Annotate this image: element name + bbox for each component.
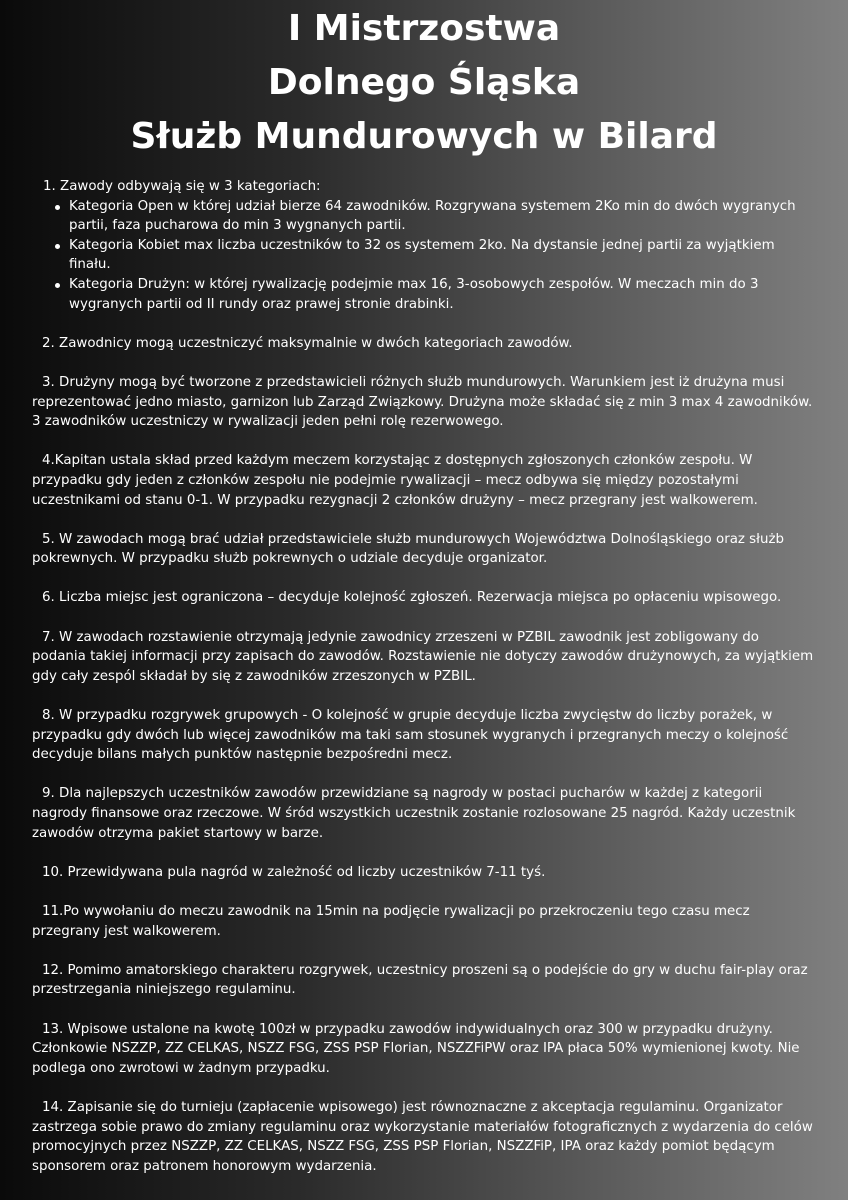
rule-12: 12. Pomimo amatorskiego charakteru rozgrywek, uczestnicy proszeni są o podejście do gry w duchu fair-play oraz przestrzegania niniejszego regulaminu. [32, 962, 808, 998]
rule-6: 6. Liczba miejsc jest ograniczona – decyduje kolejność zgłoszeń. Rezerwacja miejsca po opłaceniu wpisowego. [42, 590, 782, 606]
rule-1: 1. Zawody odbywają się w 3 kategoriach: [43, 179, 321, 194]
rule-11: 11.Po wywołaniu do meczu zawodnik na 15min na podjęcie rywalizacji po przekroczeniu tego czasu mecz przegrany jest walkowerem. [32, 903, 750, 939]
rule-4: 4.Kapitan ustala skład przed każdym meczem korzystając z dostępnych zgłoszonych członków zespołu. W przypadku gdy jeden z członków zespołu nie podejmie rywalizacji – mecz odbywa się między pozostałymi uczestnikami od stanu 0-1. W przypadku rezygnacji 2 członków drużyny – mecz przegrany jest walkowerem. [32, 453, 758, 508]
category-open: Kategoria Open w której udział bierze 64 zawodników. Rozgrywana systemem 2Ko min do dwóch wygranych partii, faza pucharowa do min 3 wygnanych partii. [55, 197, 816, 236]
rule-13: 13. Wpisowe ustalone na kwotę 100zł w przypadku zawodów indywidualnych oraz 300 w przypadku drużyny. Członkowie NSZZP, ZZ CELKAS, NSZZ FSG, ZSS PSP Florian, NSZZFiPW oraz IPA płaca 50% wymienionej kwoty. Nie podlega ono zwrotowi w żadnym przypadku. [32, 1021, 800, 1076]
category-women: Kategoria Kobiet max liczba uczestników to 32 os systemem 2ko. Na dystansie jednej partii za wyjątkiem finału. [55, 236, 816, 275]
rule-7: 7. W zawodach rozstawienie otrzymają jedynie zawodnicy zrzeszeni w PZBIL zawodnik jest zobligowany do podania takiej informacji przy zapisach do zawodów. Rozstawienie nie dotyczy zawodów drużynowych, za wyjątkiem gdy cały zespól składał by się z zawodników zrzeszonych w PZBIL. [32, 629, 814, 684]
rule-3: 3. Drużyny mogą być tworzone z przedstawicieli różnych służb mundurowych. Warunkiem jest iż drużyna musi reprezentować jedno miasto, garnizon lub Zarząd Związkowy. Drużyna może składać się z min 3 max 4 zawodników. 3 zawodników uczestniczy w rywalizacji jeden pełni rolę rezerwowego. [32, 374, 813, 430]
title-line-3: Służb Mundurowych w Bilard [130, 116, 718, 157]
rule-8: 8. W przypadku rozgrywek grupowych - O kolejność w grupie decyduje liczba zwycięstw do liczby porażek, w przypadku gdy dwóch lub więcej zawodników ma taki sam stosunek wygranych i przegranych meczy o kolejność decyduje bilans małych punktów następnie bezpośredni mecz. [32, 708, 789, 763]
title-line-1: I Mistrzostwa [287, 8, 561, 49]
rule-10: 10. Przewidywana pula nagród w zależność od liczby uczestników 7-11 tyś. [42, 864, 546, 880]
category-list [32, 197, 816, 315]
rule-5: 5. W zawodach mogą brać udział przedstawiciele służb mundurowych Województwa Dolnośląskiego oraz służb pokrewnych. W przypadku służb pokrewnych o udziale decyduje organizator. [32, 531, 784, 567]
category-teams: Kategoria Drużyn: w której rywalizację podejmie max 16, 3-osobowych zespołów. W meczach min do 3 wygranych partii od II rundy oraz prawej stronie drabinki. [55, 275, 816, 314]
rules-content [32, 177, 816, 1196]
title-line-2: Dolnego Śląska [267, 62, 581, 103]
rule-14: 14. Zapisanie się do turnieju (zapłacenie wpisowego) jest równoznaczne z akceptacja regulaminu. Organizator zastrzega sobie prawo do zmiany regulaminu oraz wykorzystanie materiałów fotograficznych z wydarzenia do celów promocyjnych przez NSZZP, ZZ CELKAS, NSZZ FSG, ZSS PSP Florian, NSZZFiP, IPA oraz każdy pomiot będącym sponsorem oraz patronem honorowym wydarzenia. [32, 1099, 813, 1174]
rule-2: 2. Zawodnicy mogą uczestniczyć maksymalnie w dwóch kategoriach zawodów. [42, 335, 573, 351]
page-title [0, 2, 848, 164]
rule-9: 9. Dla najlepszych uczestników zawodów przewidziane są nagrody w postaci pucharów w każdej z kategorii nagrody finansowe oraz rzeczowe. W śród wszystkich uczestnik zostanie rozlosowane 25 nagród. Każdy uczestnik zawodów otrzyma pakiet startowy w barze. [32, 786, 796, 841]
